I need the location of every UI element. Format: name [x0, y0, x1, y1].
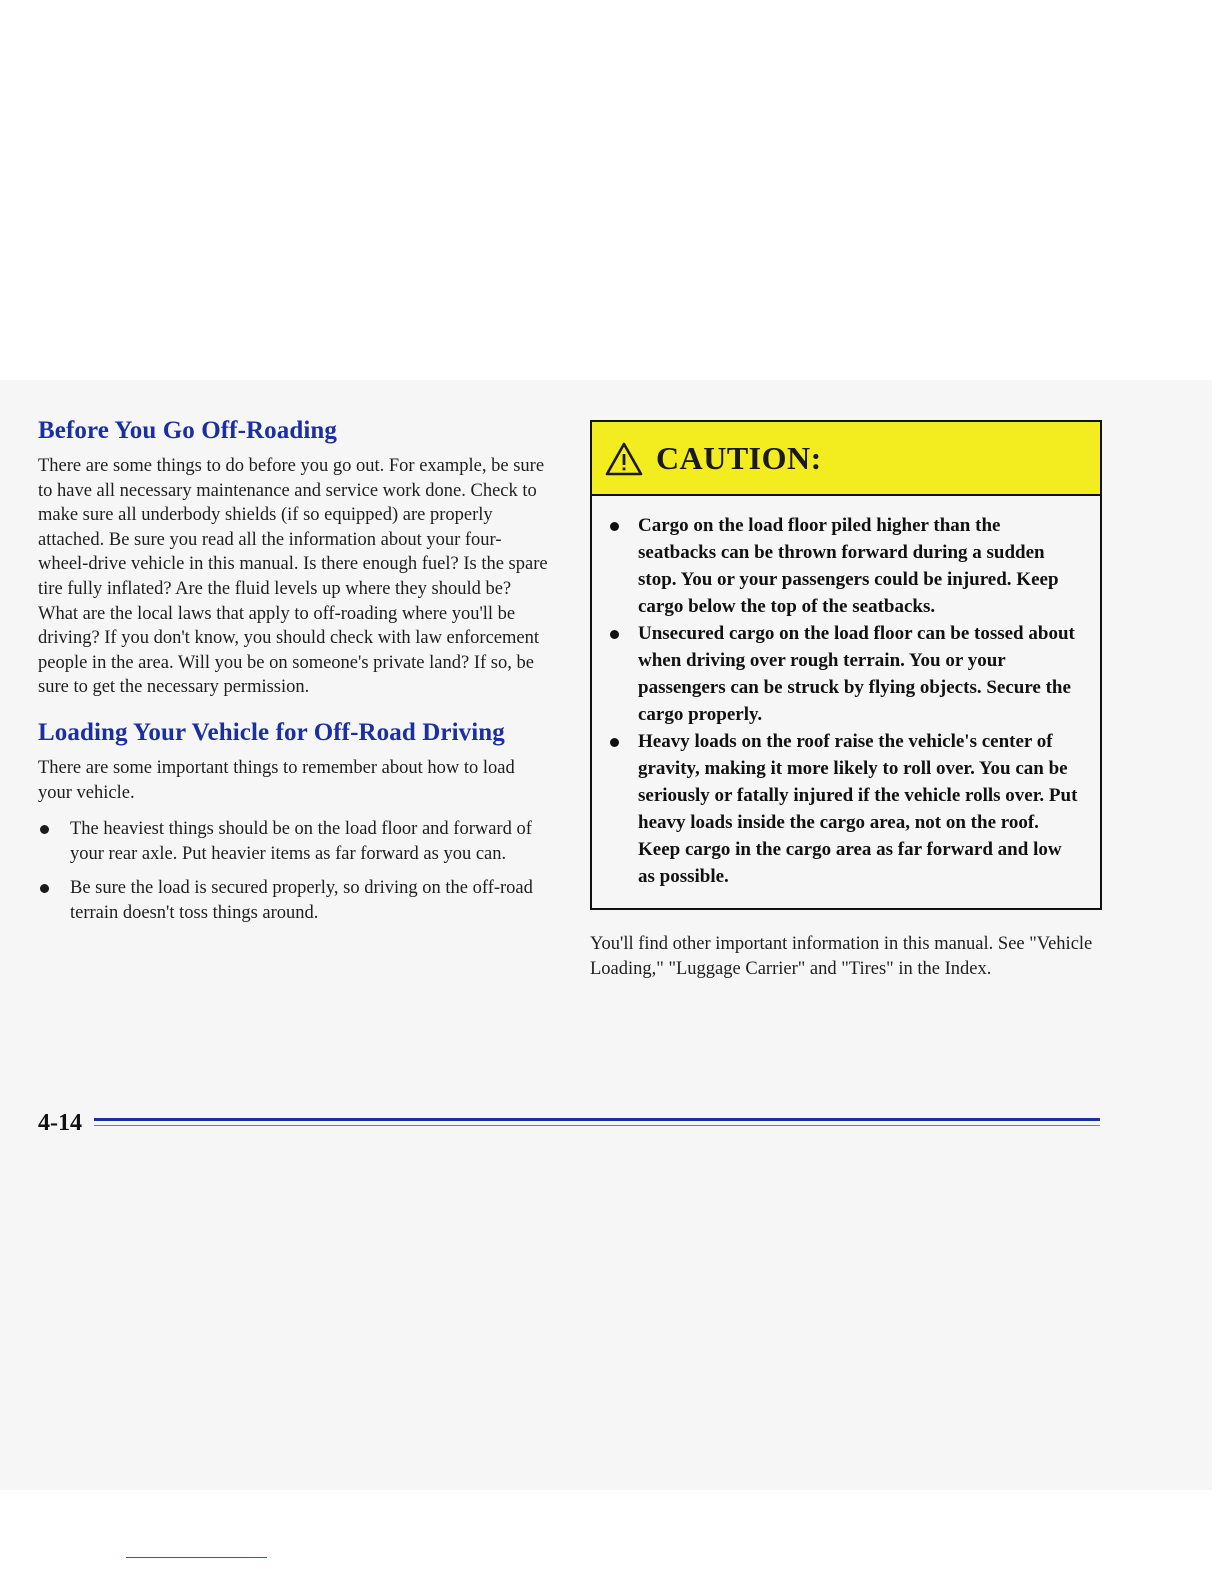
list-item-text: The heaviest things should be on the load floor and forward of your rear axle. Put heavier items as far forward as you can. [70, 819, 532, 864]
caution-box [590, 420, 1102, 910]
bullet-icon [610, 738, 619, 747]
heading-before-off-roading: Before You Go Off-Roading [38, 417, 338, 444]
right-column [590, 420, 1102, 981]
footer-link-underline [126, 1557, 267, 1558]
bullet-icon [40, 884, 49, 893]
bullet-icon [610, 630, 619, 639]
list-item [604, 512, 1080, 620]
list-item-text: Be sure the load is secured properly, so driving on the off-road terrain doesn't toss things around. [70, 878, 533, 923]
paragraph-loading-intro: There are some important things to remember about how to load your vehicle. [38, 757, 515, 803]
paragraph-before-off-roading: There are some things to do before you go out. For example, be sure to have all necessary maintenance and service work done. Check to make sure all underbody shields (if so equipped) are properly attached. Be sure you read all the information about your four-wheel-drive vehicle in this manual. Is there enough fuel? Is the spare tire fully inflated? Are the fluid levels up where they should be? What are the local laws that apply to off-roading where you'll be driving? If you don't know, you should check with law enforcement people in the area. Will you be on someone's private land? If so, be sure to get the necessary permission. [38, 456, 548, 698]
paragraph-other-information: You'll find other important information in this manual. See "Vehicle Loading," "Luggage Carrier" and "Tires" in the Index. [590, 934, 1093, 979]
list-item [38, 817, 548, 866]
list-item [604, 620, 1080, 728]
bullet-icon [610, 522, 619, 531]
list-item-text: Heavy loads on the roof raise the vehicle's center of gravity, making it more likely to roll over. You can be seriously or fatally injured if the vehicle rolls over. Put heavy loads inside the cargo area, not on the roof. Keep cargo in the cargo area as far forward and low as possible. [638, 731, 1078, 887]
caution-list [592, 496, 1100, 908]
caution-title: CAUTION: [656, 439, 822, 476]
bullet-icon [40, 825, 49, 834]
caution-header [592, 422, 1100, 496]
list-item-text: Cargo on the load floor piled higher than the seatbacks can be thrown forward during a sudden stop. You or your passengers could be injured. Keep cargo below the top of the seatbacks. [638, 515, 1059, 617]
footer-rule [94, 1118, 1100, 1121]
footer-rule-thin [94, 1125, 1100, 1126]
list-item [38, 876, 548, 925]
heading-loading-vehicle: Loading Your Vehicle for Off-Road Driving [38, 718, 505, 746]
list-item-text: Unsecured cargo on the load floor can be tossed about when driving over rough terrain. You or your passengers can be struck by flying objects. Secure the cargo properly. [638, 623, 1075, 725]
loading-bullet-list [38, 817, 548, 925]
warning-triangle-icon [604, 441, 644, 477]
page-number: 4-14 [38, 1110, 82, 1136]
page-footer [38, 1110, 1100, 1140]
list-item [604, 728, 1080, 890]
left-column [38, 416, 548, 936]
